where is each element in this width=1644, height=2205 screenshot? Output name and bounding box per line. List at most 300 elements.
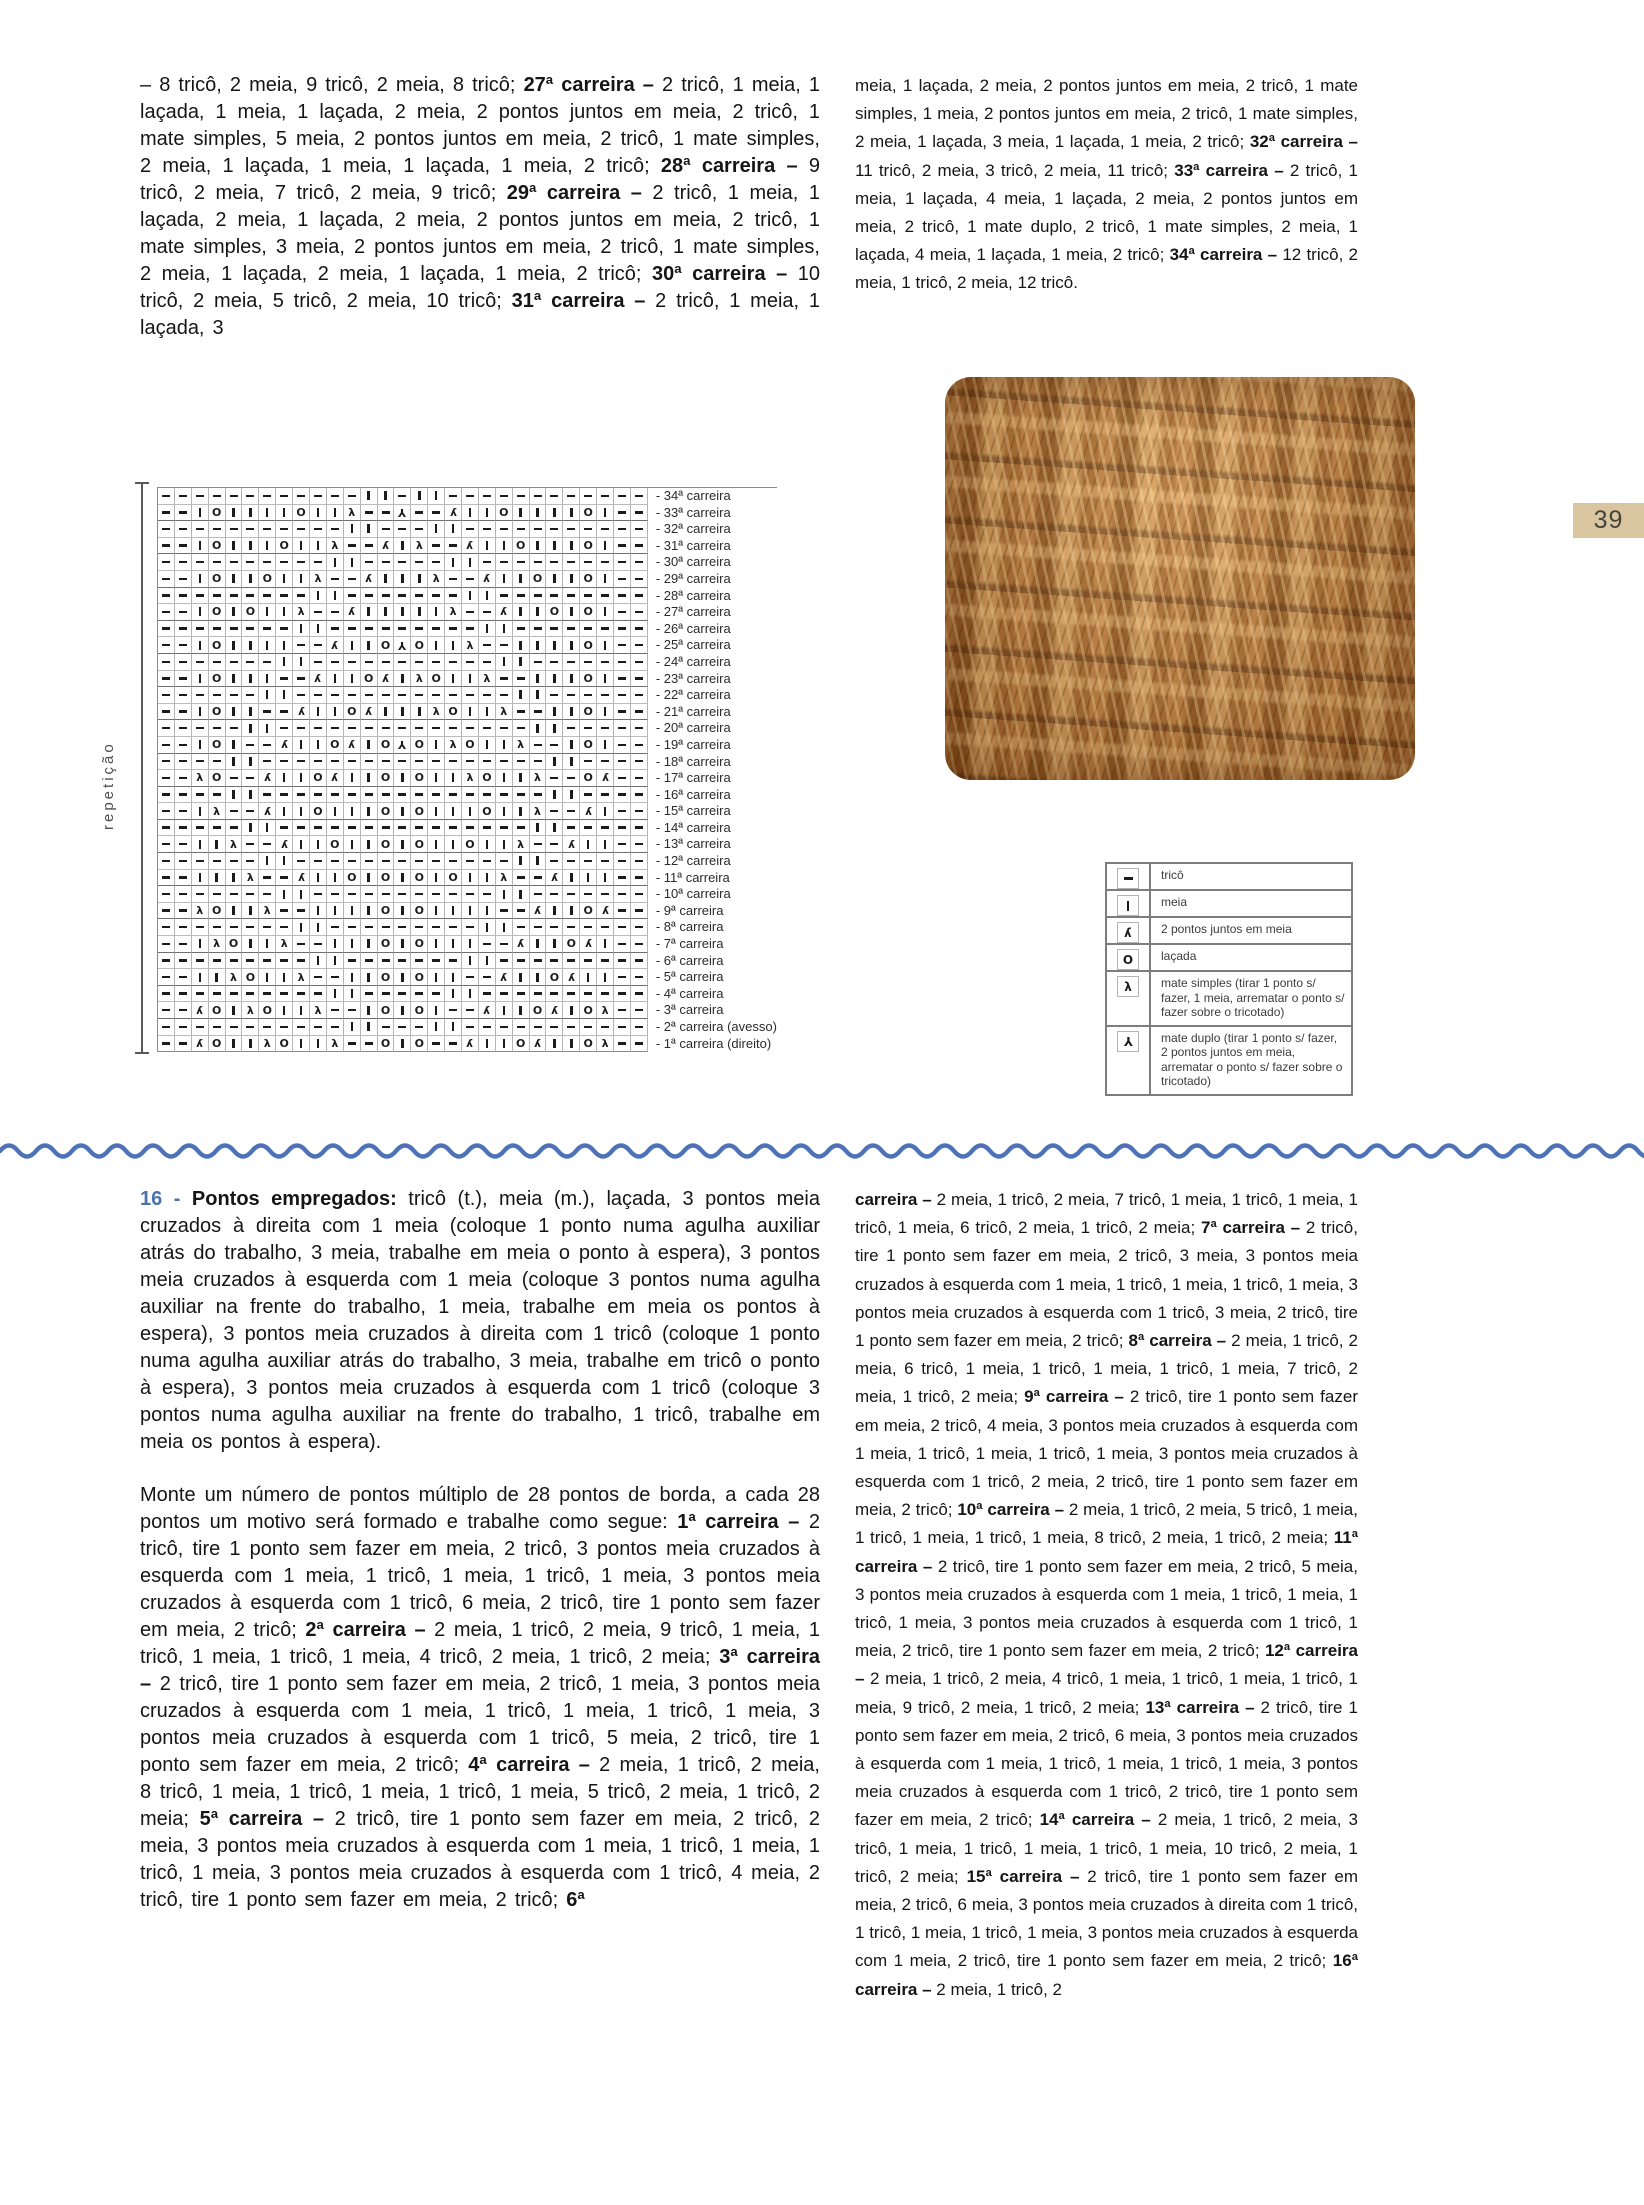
chart-cell-meia (344, 637, 361, 654)
chart-cell-trico (226, 720, 243, 737)
trico-icon (382, 893, 390, 895)
paragraph (140, 1186, 820, 1456)
trico-icon (449, 926, 457, 928)
trico-icon (534, 793, 542, 795)
chart-cell-trico (445, 538, 462, 555)
trico-icon (230, 495, 238, 497)
trico-icon (297, 826, 305, 828)
trico-icon (567, 826, 575, 828)
trico-icon (584, 561, 592, 563)
chart-cell-trico (394, 588, 411, 605)
text-run: meia, 1 laçada, 2 meia, 2 pontos juntos em meia, 2 tricô, 1 mate simples, 1 meia, 2 pontos juntos em meia, 2 tricô, 1 mate simples, 2 meia, 1 laçada, 3 meia, 1 laçada, 1 meia, 2 tricô; (855, 76, 1358, 152)
lacada-icon: O (414, 804, 424, 818)
chart-cell-trico (327, 787, 344, 804)
chart-cell-meia (597, 637, 614, 654)
chart-row (158, 1019, 777, 1036)
trico-icon (365, 627, 373, 629)
chart-cell-lacada (327, 836, 344, 853)
chart-cell-trico (209, 687, 226, 704)
meia-icon (536, 674, 538, 683)
chart-cell-trico (226, 853, 243, 870)
chart-cell-lacada (580, 1002, 597, 1019)
chart-cell-trico (259, 737, 276, 754)
chart-cell-meia (428, 803, 445, 820)
chart-cell-trico (293, 588, 310, 605)
meia-icon (334, 989, 336, 998)
chart-cell-meia (597, 604, 614, 621)
chart-cell-meia (445, 903, 462, 920)
lacada-icon: O (330, 837, 340, 851)
stitch-chart (157, 487, 777, 1052)
trico-icon (365, 926, 373, 928)
meia-icon (452, 674, 454, 683)
chart-cell-trico (411, 654, 428, 671)
trico-icon (449, 594, 457, 596)
trico-icon (517, 1026, 525, 1028)
chart-cell-trico (175, 604, 192, 621)
chart-cell-trico (631, 919, 648, 936)
chart-cell-meia (411, 488, 428, 505)
chart-cell-lacada (513, 1036, 530, 1053)
trico-icon (162, 727, 170, 729)
chart-cell-trico (175, 853, 192, 870)
chart-cell-meia (563, 671, 580, 688)
trico-icon (280, 727, 288, 729)
meia-icon (199, 840, 201, 849)
chart-cell-trico (344, 687, 361, 704)
trico-icon (601, 495, 609, 497)
trico-icon (213, 860, 221, 862)
chart-cell-lacada (378, 1002, 395, 1019)
chart-cell-meia (394, 671, 411, 688)
chart-cell-meia (597, 803, 614, 820)
meia-icon (536, 508, 538, 517)
trico-icon (601, 528, 609, 530)
chart-cell-meia (276, 654, 293, 671)
chart-cell-trico (496, 820, 513, 837)
chart-cell-trico (445, 1036, 462, 1053)
trico-icon (314, 644, 322, 646)
row-heading-run: 1ª carreira – (677, 1511, 800, 1533)
chart-row (158, 903, 777, 920)
chart-cell-trico (445, 654, 462, 671)
meia-icon (1127, 901, 1130, 911)
chart-cell-trico (158, 737, 175, 754)
legend-symbol-cell (1107, 972, 1151, 1025)
mate-simples-icon: λ (246, 1003, 254, 1017)
chart-cell-meia (462, 704, 479, 721)
chart-cell-trico (546, 853, 563, 870)
chart-cell-trico (394, 754, 411, 771)
trico-icon (398, 860, 406, 862)
trico-icon (246, 843, 254, 845)
chart-cell-meia (242, 704, 259, 721)
meia-icon (334, 939, 336, 948)
meia-icon (570, 674, 572, 683)
trico-icon (635, 594, 643, 596)
chart-cell-trico (259, 870, 276, 887)
meia-icon (384, 707, 386, 716)
chart-cell-trico (242, 621, 259, 638)
text-run: 2 tricô, 1 meia, 1 laçada, 2 meia, 1 laçada, 2 meia, 2 pontos juntos em meia, 2 tricô, 1 mate simples, 3 meia, 2 pontos juntos em meia, 2 tricô, 1 mate simples, 2 meia, 1 laçada, 2 meia, 1 laçada, 1 meia, 2 tricô; (140, 182, 820, 285)
chart-cell-trico (631, 936, 648, 953)
chart-cell-trico (546, 836, 563, 853)
lacada-icon: O (515, 1036, 526, 1050)
trico-icon (449, 793, 457, 795)
chart-legend (1105, 862, 1353, 1096)
lacada-icon: O (414, 870, 424, 884)
trico-icon (432, 826, 440, 828)
trico-icon (635, 627, 643, 629)
trico-icon (635, 644, 643, 646)
chart-cell-meia (259, 538, 276, 555)
chart-cell-trico (614, 671, 631, 688)
trico-icon (365, 727, 373, 729)
trico-icon (162, 511, 170, 513)
chart-cell-meia (513, 770, 530, 787)
trico-icon (618, 594, 626, 596)
trico-icon (246, 561, 254, 563)
chart-cell-meia (597, 836, 614, 853)
row-heading-run: 32ª carreira – (1249, 132, 1359, 152)
lacada-icon: O (211, 605, 222, 619)
trico-icon (246, 694, 254, 696)
trico-icon (517, 992, 525, 994)
chart-cell-trico (614, 953, 631, 970)
chart-cell-trico (378, 521, 395, 538)
chart-cell-trico (175, 787, 192, 804)
lacada-icon: O (211, 671, 222, 685)
chart-cell-mate-simples (496, 704, 513, 721)
trico-icon (567, 926, 575, 928)
trico-icon (162, 710, 170, 712)
trico-icon (567, 777, 575, 779)
trico-icon (500, 760, 508, 762)
chart-cell-mate-simples (259, 1036, 276, 1053)
meia-icon (435, 939, 437, 948)
lacada-icon: O (380, 1003, 391, 1017)
trico-icon (213, 959, 221, 961)
meia-icon (283, 973, 285, 982)
chart-cell-trico (530, 754, 547, 771)
lacada-icon: O (482, 771, 492, 785)
chart-cell-trico (614, 604, 631, 621)
trico-icon (618, 843, 626, 845)
chart-cell-trico (158, 770, 175, 787)
chart-cell-meia (530, 687, 547, 704)
chart-cell-trico (175, 820, 192, 837)
trico-icon (567, 860, 575, 862)
chart-cell-trico (597, 654, 614, 671)
lacada-icon: O (414, 837, 424, 851)
chart-cell-trico (513, 870, 530, 887)
chart-cell-trico (411, 505, 428, 522)
chart-cell-trico (361, 687, 378, 704)
chart-cell-trico (496, 853, 513, 870)
chart-cell-trico (226, 554, 243, 571)
trico-icon (280, 1026, 288, 1028)
trico-icon (314, 694, 322, 696)
chart-cell-trico (563, 1019, 580, 1036)
chart-cell-trico (175, 704, 192, 721)
chart-cell-trico (327, 1002, 344, 1019)
meia-icon (351, 1022, 353, 1031)
meia-icon (317, 840, 319, 849)
chart-cell-2-pontos-juntos (344, 604, 361, 621)
trico-icon (567, 561, 575, 563)
meia-icon (249, 674, 251, 683)
trico-icon (483, 760, 491, 762)
meia-icon (317, 906, 319, 915)
chart-row (158, 953, 777, 970)
chart-cell-trico (496, 936, 513, 953)
meia-icon (367, 491, 369, 500)
chart-cell-trico (378, 588, 395, 605)
chart-row-label: - 31ª carreira (655, 537, 731, 553)
trico-icon (162, 744, 170, 746)
lacada-icon: O (465, 837, 475, 851)
meia-icon (519, 773, 521, 782)
trico-icon (534, 959, 542, 961)
row-heading-run: 7ª carreira – (1201, 1218, 1301, 1238)
chart-cell-trico (462, 820, 479, 837)
chart-row-label: - 25ª carreira (655, 637, 731, 653)
trico-icon (449, 544, 457, 546)
trico-icon (331, 1009, 339, 1011)
chart-cell-trico (597, 886, 614, 903)
legend-row (1107, 864, 1351, 891)
meia-icon (519, 856, 521, 865)
meia-icon (570, 508, 572, 517)
chart-cell-trico (344, 754, 361, 771)
row-heading-run: 34ª carreira – (1169, 245, 1278, 265)
trico-icon (635, 677, 643, 679)
meia-icon (401, 840, 403, 849)
trico-icon (635, 760, 643, 762)
trico-icon (280, 760, 288, 762)
chart-cell-2-pontos-juntos (293, 704, 310, 721)
2-pontos-juntos-icon: λ (314, 671, 322, 685)
chart-cell-trico (614, 588, 631, 605)
lacada-icon: O (583, 605, 593, 619)
chart-cell-meia (597, 571, 614, 588)
chart-row (158, 836, 777, 853)
chart-cell-trico (293, 671, 310, 688)
chart-cell-trico (327, 754, 344, 771)
chart-cell-trico (378, 986, 395, 1003)
chart-cell-meia (361, 521, 378, 538)
meia-icon (604, 840, 606, 849)
meia-icon (384, 574, 386, 583)
chart-cell-meia (394, 1036, 411, 1053)
chart-cell-trico (462, 604, 479, 621)
lacada-icon: O (380, 904, 391, 918)
trico-icon (382, 959, 390, 961)
trico-icon (179, 860, 187, 862)
trico-icon (179, 826, 187, 828)
chart-cell-mate-simples (445, 604, 462, 621)
mate-simples-icon: λ (432, 705, 440, 719)
chart-cell-trico (614, 936, 631, 953)
chart-cell-trico (445, 787, 462, 804)
chart-cell-meia (276, 770, 293, 787)
chart-row (158, 588, 777, 605)
chart-cell-2-pontos-juntos (546, 1002, 563, 1019)
trico-icon (331, 578, 339, 580)
chart-cell-trico (175, 886, 192, 903)
chart-cell-meia (428, 1019, 445, 1036)
meia-icon (334, 508, 336, 517)
chart-cell-meia (445, 637, 462, 654)
trico-icon (635, 876, 643, 878)
chart-cell-trico (158, 936, 175, 953)
2-pontos-juntos-icon: λ (584, 937, 592, 951)
chart-cell-trico (344, 538, 361, 555)
page-number-badge (1573, 503, 1644, 538)
chart-cell-trico (378, 1019, 395, 1036)
chart-cell-meia (226, 704, 243, 721)
legend-text: laçada (1161, 949, 1197, 963)
trico-icon (415, 594, 423, 596)
meia-icon (519, 807, 521, 816)
chart-cell-trico (580, 687, 597, 704)
trico-icon (196, 860, 204, 862)
chart-cell-meia (361, 770, 378, 787)
chart-cell-trico (327, 969, 344, 986)
chart-cell-lacada (378, 836, 395, 853)
trico-icon (415, 793, 423, 795)
chart-cell-trico (192, 720, 209, 737)
chart-cell-trico (226, 803, 243, 820)
mate-simples-icon: λ (500, 705, 508, 719)
trico-icon (297, 793, 305, 795)
trico-icon (179, 843, 187, 845)
chart-cell-trico (158, 1036, 175, 1053)
legend-symbol-cell (1107, 918, 1151, 943)
chart-cell-meia (242, 787, 259, 804)
trico-icon (567, 495, 575, 497)
chart-cell-trico (563, 588, 580, 605)
meia-icon (503, 807, 505, 816)
legend-symbol-box (1117, 868, 1139, 889)
chart-cell-2-pontos-juntos (546, 870, 563, 887)
chart-cell-meia (310, 737, 327, 754)
chart-cell-lacada (378, 969, 395, 986)
chart-row (158, 820, 777, 837)
chart-cell-trico (327, 820, 344, 837)
chart-cell-2-pontos-juntos (563, 969, 580, 986)
row-heading-run: 3ª carreira – (140, 1646, 820, 1695)
row-heading-run: Pontos empregados: (191, 1188, 397, 1210)
chart-cell-trico (462, 969, 479, 986)
chart-cell-trico (513, 1019, 530, 1036)
meia-icon (469, 873, 471, 882)
trico-icon (618, 860, 626, 862)
chart-cell-trico (175, 671, 192, 688)
meia-icon (232, 707, 234, 716)
trico-icon (432, 860, 440, 862)
trico-icon (550, 893, 558, 895)
chart-cell-meia (428, 488, 445, 505)
chart-row-label: - 32ª carreira (655, 521, 731, 537)
chart-cell-meia (192, 637, 209, 654)
chart-cell-trico (445, 1002, 462, 1019)
lacada-icon: O (583, 738, 593, 752)
chart-cell-meia (462, 505, 479, 522)
chart-cell-trico (597, 820, 614, 837)
chart-cell-trico (158, 1002, 175, 1019)
chart-cell-trico (276, 820, 293, 837)
chart-cell-trico (546, 803, 563, 820)
trico-icon (449, 1042, 457, 1044)
chart-cell-trico (597, 953, 614, 970)
trico-icon (534, 926, 542, 928)
mate-simples-icon: λ (601, 1036, 609, 1050)
chart-cell-trico (175, 538, 192, 555)
chart-cell-trico (158, 554, 175, 571)
chart-cell-meia (563, 754, 580, 771)
chart-cell-trico (242, 853, 259, 870)
meia-icon (503, 574, 505, 583)
chart-cell-meia (361, 969, 378, 986)
meia-icon (435, 873, 437, 882)
chart-cell-meia (361, 836, 378, 853)
chart-cell-trico (597, 687, 614, 704)
chart-cell-lacada (344, 870, 361, 887)
meia-icon (351, 807, 353, 816)
trico-icon (500, 495, 508, 497)
chart-cell-trico (631, 836, 648, 853)
chart-cell-lacada (226, 936, 243, 953)
chart-cell-meia (226, 604, 243, 621)
trico-icon (162, 544, 170, 546)
meia-icon (367, 740, 369, 749)
trico-icon (213, 926, 221, 928)
trico-icon (246, 744, 254, 746)
chart-cell-lacada (546, 604, 563, 621)
trico-icon (314, 495, 322, 497)
chart-cell-trico (226, 488, 243, 505)
chart-cell-trico (259, 521, 276, 538)
chart-cell-trico (530, 953, 547, 970)
trico-icon (483, 661, 491, 663)
chart-cell-trico (462, 754, 479, 771)
trico-icon (618, 926, 626, 928)
chart-cell-trico (209, 953, 226, 970)
chart-cell-trico (175, 720, 192, 737)
chart-cell-trico (428, 820, 445, 837)
trico-icon (162, 810, 170, 812)
trico-icon (584, 727, 592, 729)
chart-cell-mate-simples (597, 1036, 614, 1053)
2-pontos-juntos-icon: λ (365, 705, 373, 719)
chart-cell-trico (344, 571, 361, 588)
chart-cell-meia (428, 936, 445, 953)
chart-cell-trico (310, 687, 327, 704)
meia-icon (232, 641, 234, 650)
meia-icon (367, 906, 369, 915)
2-pontos-juntos-icon: λ (196, 1036, 204, 1050)
meia-icon (334, 707, 336, 716)
chart-cell-2-pontos-juntos (462, 538, 479, 555)
trico-icon (196, 760, 204, 762)
chart-cell-mate-simples (530, 803, 547, 820)
mate-duplo-icon: Y (398, 505, 407, 519)
meia-icon (232, 574, 234, 583)
chart-cell-meia (479, 1036, 496, 1053)
chart-cell-trico (546, 770, 563, 787)
trico-icon (162, 1042, 170, 1044)
